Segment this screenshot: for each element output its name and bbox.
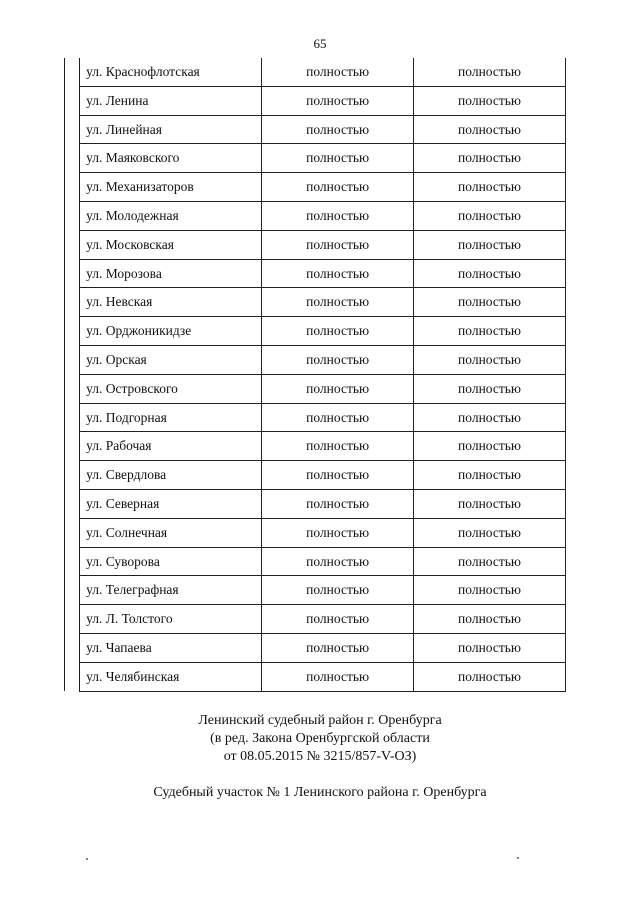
- coverage-cell: полностью: [262, 173, 414, 202]
- coverage-cell: полностью: [262, 518, 414, 547]
- table-row: [65, 288, 566, 317]
- coverage-cell: полностью: [262, 461, 414, 490]
- row-margin-cell: [65, 633, 80, 662]
- scan-speck: [517, 857, 519, 859]
- row-margin-cell: [65, 518, 80, 547]
- coverage-cell: полностью: [262, 144, 414, 173]
- table-row: [65, 605, 566, 634]
- scan-speck: [86, 858, 88, 860]
- coverage-cell: полностью: [414, 288, 566, 317]
- street-name-cell: ул. Краснофлотская: [80, 58, 262, 86]
- coverage-cell: полностью: [414, 547, 566, 576]
- row-margin-cell: [65, 317, 80, 346]
- coverage-cell: полностью: [414, 201, 566, 230]
- coverage-cell: полностью: [414, 662, 566, 691]
- street-name-cell: ул. Телеграфная: [80, 576, 262, 605]
- amendment-line-2: от 08.05.2015 № 3215/857-V-ОЗ): [223, 749, 417, 764]
- street-name-cell: ул. Ленина: [80, 86, 262, 115]
- amendment-line-1: (в ред. Закона Оренбургской области: [210, 731, 430, 746]
- street-name-cell: ул. Московская: [80, 230, 262, 259]
- section-title: Судебный участок № 1 Ленинского района г. Оренбурга: [153, 785, 487, 800]
- row-margin-cell: [65, 489, 80, 518]
- row-margin-cell: [65, 662, 80, 691]
- coverage-cell: полностью: [414, 432, 566, 461]
- coverage-cell: полностью: [414, 58, 566, 86]
- coverage-cell: полностью: [414, 115, 566, 144]
- table-row: [65, 662, 566, 691]
- row-margin-cell: [65, 230, 80, 259]
- table-row: [65, 374, 566, 403]
- coverage-cell: полностью: [262, 317, 414, 346]
- coverage-cell: полностью: [262, 58, 414, 86]
- row-margin-cell: [65, 173, 80, 202]
- row-margin-cell: [65, 547, 80, 576]
- table-row: [65, 461, 566, 490]
- coverage-cell: полностью: [262, 259, 414, 288]
- coverage-cell: полностью: [414, 461, 566, 490]
- street-name-cell: ул. Маяковского: [80, 144, 262, 173]
- coverage-cell: полностью: [262, 201, 414, 230]
- streets-table-body: [65, 58, 566, 691]
- street-name-cell: ул. Чапаева: [80, 633, 262, 662]
- table-row: [65, 115, 566, 144]
- street-name-cell: ул. Северная: [80, 489, 262, 518]
- row-margin-cell: [65, 201, 80, 230]
- coverage-cell: полностью: [414, 173, 566, 202]
- coverage-cell: полностью: [262, 662, 414, 691]
- street-name-cell: ул. Морозова: [80, 259, 262, 288]
- street-name-cell: ул. Суворова: [80, 547, 262, 576]
- street-name-cell: ул. Свердлова: [80, 461, 262, 490]
- coverage-cell: полностью: [262, 86, 414, 115]
- table-row: [65, 633, 566, 662]
- table-row: [65, 86, 566, 115]
- table-row: [65, 144, 566, 173]
- row-margin-cell: [65, 86, 80, 115]
- district-title: Ленинский судебный район г. Оренбурга: [198, 713, 442, 728]
- coverage-cell: полностью: [414, 86, 566, 115]
- street-name-cell: ул. Подгорная: [80, 403, 262, 432]
- row-margin-cell: [65, 605, 80, 634]
- row-margin-cell: [65, 374, 80, 403]
- coverage-cell: полностью: [262, 374, 414, 403]
- page-number: 65: [313, 36, 327, 51]
- coverage-cell: полностью: [262, 605, 414, 634]
- coverage-cell: полностью: [414, 403, 566, 432]
- row-margin-cell: [65, 115, 80, 144]
- table-row: [65, 345, 566, 374]
- street-name-cell: ул. Л. Толстого: [80, 605, 262, 634]
- street-name-cell: ул. Орская: [80, 345, 262, 374]
- row-margin-cell: [65, 288, 80, 317]
- table-row: [65, 173, 566, 202]
- coverage-cell: полностью: [262, 633, 414, 662]
- street-name-cell: ул. Линейная: [80, 115, 262, 144]
- coverage-cell: полностью: [262, 576, 414, 605]
- streets-table-container: [64, 58, 566, 692]
- coverage-cell: полностью: [414, 144, 566, 173]
- street-name-cell: ул. Механизаторов: [80, 173, 262, 202]
- street-name-cell: ул. Солнечная: [80, 518, 262, 547]
- row-margin-cell: [65, 345, 80, 374]
- table-row: [65, 201, 566, 230]
- coverage-cell: полностью: [262, 489, 414, 518]
- table-row: [65, 403, 566, 432]
- table-row: [65, 317, 566, 346]
- street-name-cell: ул. Рабочая: [80, 432, 262, 461]
- table-row: [65, 58, 566, 86]
- coverage-cell: полностью: [414, 489, 566, 518]
- table-row: [65, 230, 566, 259]
- table-row: [65, 576, 566, 605]
- row-margin-cell: [65, 144, 80, 173]
- coverage-cell: полностью: [414, 374, 566, 403]
- coverage-cell: полностью: [414, 230, 566, 259]
- coverage-cell: полностью: [262, 230, 414, 259]
- street-name-cell: ул. Челябинская: [80, 662, 262, 691]
- table-row: [65, 518, 566, 547]
- coverage-cell: полностью: [262, 403, 414, 432]
- street-name-cell: ул. Невская: [80, 288, 262, 317]
- coverage-cell: полностью: [414, 605, 566, 634]
- coverage-cell: полностью: [262, 345, 414, 374]
- table-row: [65, 489, 566, 518]
- coverage-cell: полностью: [262, 547, 414, 576]
- table-row: [65, 547, 566, 576]
- coverage-cell: полностью: [414, 518, 566, 547]
- streets-table: [64, 58, 566, 692]
- row-margin-cell: [65, 576, 80, 605]
- table-row: [65, 259, 566, 288]
- coverage-cell: полностью: [414, 317, 566, 346]
- coverage-cell: полностью: [414, 633, 566, 662]
- row-margin-cell: [65, 58, 80, 86]
- coverage-cell: полностью: [414, 576, 566, 605]
- coverage-cell: полностью: [414, 345, 566, 374]
- row-margin-cell: [65, 259, 80, 288]
- street-name-cell: ул. Молодежная: [80, 201, 262, 230]
- table-row: [65, 432, 566, 461]
- coverage-cell: полностью: [262, 432, 414, 461]
- row-margin-cell: [65, 461, 80, 490]
- coverage-cell: полностью: [262, 288, 414, 317]
- coverage-cell: полностью: [414, 259, 566, 288]
- street-name-cell: ул. Орджоникидзе: [80, 317, 262, 346]
- street-name-cell: ул. Островского: [80, 374, 262, 403]
- row-margin-cell: [65, 432, 80, 461]
- row-margin-cell: [65, 403, 80, 432]
- coverage-cell: полностью: [262, 115, 414, 144]
